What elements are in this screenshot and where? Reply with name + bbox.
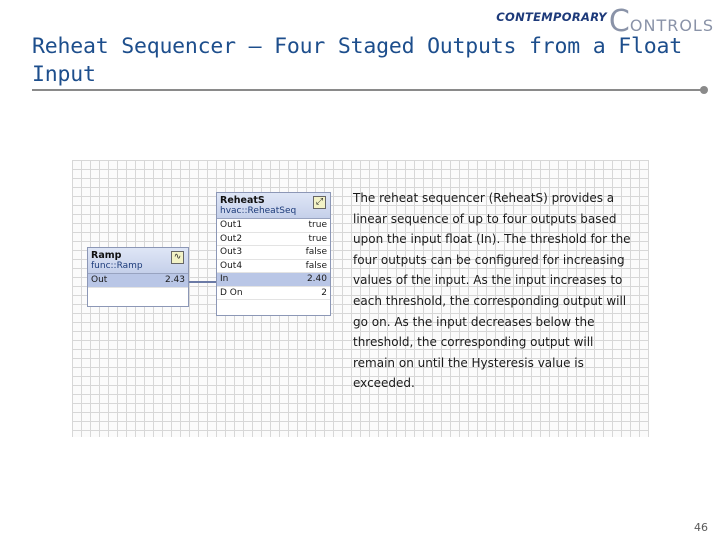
reheat-slot-out1[interactable] <box>217 219 330 233</box>
ramp-block-name: Ramp <box>91 250 122 261</box>
ramp-function-block[interactable] <box>87 247 189 307</box>
reheat-slot-out3[interactable] <box>217 246 330 260</box>
slot-value: false <box>305 260 327 271</box>
ramp-block-type: func::Ramp <box>91 261 143 271</box>
ramp-block-header[interactable] <box>88 248 188 274</box>
reheat-slot-out2[interactable] <box>217 233 330 247</box>
reheat-slot-out4[interactable] <box>217 260 330 274</box>
reheat-sequencer-block[interactable] <box>216 192 331 316</box>
slot-label: Out3 <box>220 247 243 257</box>
slot-label: Out1 <box>220 220 243 230</box>
slot-label: In <box>220 274 229 284</box>
description-text: The reheat sequencer (ReheatS) provides a linear sequence of up to four outputs based upon the input float (In). The threshold for the four outputs can be configured for increasing values of the input. As the input increases to each threshold, the corresponding output will go on. As the input decreases below the threshold, the corresponding output will remain on until the Hysteresis value is exceeded. <box>353 191 631 391</box>
reheat-block-type: hvac::ReheatSeq <box>220 206 297 216</box>
logo-word-ontrols: ONTROLS <box>629 15 714 35</box>
slot-label: D On <box>220 287 243 298</box>
slot-value: true <box>308 220 327 230</box>
title-divider-dot <box>700 86 708 94</box>
title-divider <box>32 89 701 91</box>
slide-title: Reheat Sequencer — Four Staged Outputs from a Float Input <box>32 34 682 87</box>
reheat-block-name: ReheatS <box>220 195 265 206</box>
contemporary-controls-logo <box>496 4 714 39</box>
page-number: 46 <box>694 521 708 534</box>
slot-value: false <box>305 247 327 257</box>
slot-label: Out <box>91 275 108 285</box>
ramp-wave-icon: ∿ <box>171 251 184 264</box>
slot-label: Out2 <box>220 233 243 244</box>
slot-value: 2.43 <box>164 275 185 285</box>
logo-letter-c: C <box>608 4 630 39</box>
ramp-slot-out[interactable] <box>88 274 188 288</box>
sequencer-icon: ⤢ <box>313 196 326 209</box>
reheat-slot-in[interactable] <box>217 273 330 287</box>
slot-label: Out4 <box>220 260 243 271</box>
reheat-slot-d-on[interactable] <box>217 287 330 301</box>
slot-value: true <box>308 233 327 244</box>
slot-value: 2.40 <box>306 274 327 284</box>
link-wire-ramp-to-reheat[interactable] <box>189 281 217 283</box>
logo-word-contemporary: CONTEMPORARY <box>496 10 607 24</box>
reheat-block-header[interactable] <box>217 193 330 219</box>
slot-value: 2 <box>321 287 327 298</box>
